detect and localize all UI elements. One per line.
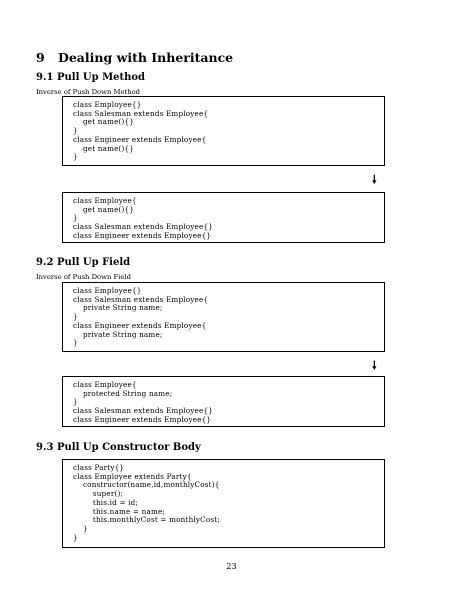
code-line: } (73, 397, 78, 407)
subsection-title-pull-up-method (36, 72, 145, 83)
code-line: super(); (73, 489, 124, 499)
code-block-before (62, 96, 385, 166)
code-block-before (62, 282, 385, 352)
code-line: private String name; (73, 329, 163, 339)
subsection-heading: Pull Up Field (57, 257, 131, 268)
code-line: class Salesman extends Employee{ (73, 108, 209, 118)
code-line: } (73, 532, 78, 542)
code-block-after (62, 192, 385, 243)
subsection-number: 9.2 (36, 257, 54, 268)
code-line: get name(){} (73, 204, 135, 214)
code-line: class Party{} (73, 463, 125, 472)
code-line: get name(){} (73, 143, 135, 153)
code-line: class Engineer extends Employee{ (73, 134, 207, 144)
code-line: class Employee{} (73, 286, 142, 295)
code-line: class Engineer extends Employee{} (73, 414, 212, 424)
code-line: class Salesman extends Employee{} (73, 406, 213, 416)
code-line: class Engineer extends Employee{ (73, 320, 207, 330)
subsection-heading: Pull Up Method (57, 72, 146, 83)
code-line: this.id = id; (73, 497, 139, 507)
code-line: class Salesman extends Employee{ (73, 294, 209, 304)
arrow-down-icon: 🠗 (372, 359, 377, 372)
code-line: class Employee{ (73, 196, 137, 205)
code-line: } (73, 523, 88, 533)
code-line: } (73, 312, 78, 322)
code-block-after (62, 376, 385, 427)
code-line: } (73, 213, 78, 223)
code-line: get name(){} (73, 117, 135, 127)
code-line: class Employee{ (73, 380, 137, 389)
section-title (36, 50, 233, 65)
code-line: } (73, 126, 78, 136)
code-line: private String name; (73, 303, 163, 313)
code-line: this.monthlyCost = monthlyCost; (73, 515, 220, 525)
code-line: } (73, 338, 78, 348)
code-line: class Engineer extends Employee{} (73, 230, 212, 240)
subsection-title-pull-up-constructor-body (36, 442, 201, 453)
code-line: protected String name; (73, 388, 173, 398)
section-heading: Dealing with Inheritance (58, 50, 234, 65)
code-line: class Salesman extends Employee{} (73, 222, 213, 232)
code-block-before (62, 459, 385, 548)
subsection-title-pull-up-field (36, 257, 130, 268)
code-line: } (73, 152, 78, 162)
code-line: class Employee{} (73, 100, 142, 109)
subsection-number: 9.3 (36, 442, 54, 453)
code-line: constructor(name,id,monthlyCost){ (73, 480, 220, 490)
subsection-heading: Pull Up Constructor Body (57, 442, 201, 453)
section-number: 9 (36, 50, 45, 65)
subsection-caption: Inverse of Push Down Method (36, 88, 141, 96)
page-number: 23 (226, 562, 237, 571)
arrow-down-icon: 🠗 (372, 173, 377, 186)
code-line: class Employee extends Party{ (73, 471, 192, 481)
subsection-number: 9.1 (36, 72, 54, 83)
subsection-caption: Inverse of Push Down Field (36, 273, 131, 281)
code-line: this.name = name; (73, 506, 166, 516)
